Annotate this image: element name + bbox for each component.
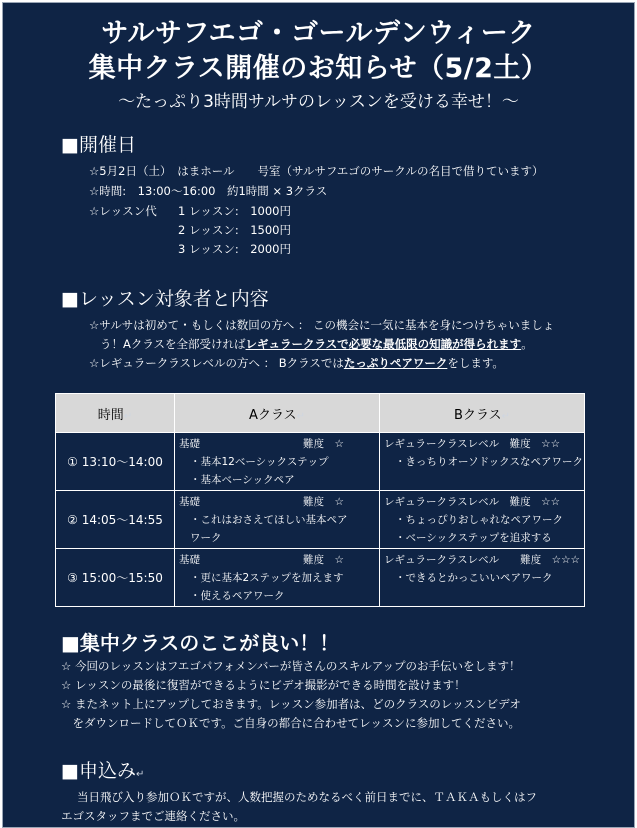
apply-heading: ■申込み↵ (61, 760, 145, 782)
subtitle: ～たっぷり3時間サルサのレッスンを受ける幸せ！～ (118, 92, 519, 112)
schedule-date-line: ☆5月2日（土） はまホール 号室（サルサフエゴのサークルの名目で借りています） (89, 164, 544, 178)
apply-line: 当日飛び入り参加ＯＫですが、人数把握のためなるべく前日までに、ＴＡＫＡもしくはフ (77, 790, 537, 804)
schedule-table (55, 393, 585, 607)
fee-2: 2 レッスン: 1500円 (178, 223, 291, 237)
title-line-2: 集中クラス開催のお知らせ（5/2土） (88, 53, 549, 84)
time-cell: ③ 15:00～15:50 (56, 549, 175, 607)
class-b-label: レギュラークラスレベル 難度 ☆☆☆ (384, 554, 580, 566)
table-row (56, 549, 585, 607)
class-b-item: ・ベーシックステップを追求する (395, 532, 552, 544)
fee-label: ☆レッスン代 (89, 204, 157, 218)
class-a-item: ワーク (190, 532, 222, 544)
fee-3: 3 レッスン: 2000円 (178, 242, 291, 256)
target-para-2-emphasis: たっぷりペアワーク (343, 356, 448, 370)
good-point-line: ☆ 今回のレッスンはフエゴパフォメンバーが皆さんのスキルアップのお手伝いをします！ (61, 659, 521, 673)
class-a-item: ・使えるペアワーク (190, 590, 285, 602)
class-b-cell (380, 491, 585, 549)
class-a-label: 基礎 (179, 554, 200, 566)
target-para-2-end: をします。 (447, 356, 504, 370)
header-class-a: Aクラス↵ (175, 394, 380, 433)
table-row (56, 433, 585, 491)
class-a-level: 難度 ☆ (303, 496, 344, 508)
fee-1: 1 レッスン: 1000円 (178, 204, 291, 218)
apply-line: エゴスタッフまでご連絡ください。 (61, 809, 245, 823)
class-a-item: ・更に基本2ステップを加えます (190, 572, 344, 584)
table-header-row (56, 394, 585, 433)
class-a-item: ・これはおさえてほしい基本ペア (190, 514, 348, 526)
table-row (56, 491, 585, 549)
class-a-cell (175, 433, 380, 491)
class-b-item: ・できるとかっこいいペアワーク (395, 572, 553, 584)
schedule-time-line: ☆時間: 13:00～16:00 約1時間 × 3クラス (89, 184, 328, 198)
class-b-cell (380, 433, 585, 491)
flyer-page (2, 2, 635, 828)
class-b-label: レギュラークラスレベル 難度 ☆☆ (384, 438, 561, 450)
target-para-1-end: 。 (521, 337, 533, 351)
target-para-1-line-2 (100, 336, 533, 352)
class-a-item: ・基本ベーシックペア (190, 474, 295, 486)
class-a-cell (175, 549, 380, 607)
class-b-label: レギュラークラスレベル 難度 ☆☆ (384, 496, 561, 508)
target-heading: ■レッスン対象者と内容 (61, 288, 269, 310)
good-points-heading: ■集中クラスのここが良い！！ (61, 631, 340, 655)
class-b-item: ・きっちりオーソドックスなペアワーク (395, 456, 584, 468)
target-para-1-line-1: ☆サルサは初めて・もしくは数回の方へ ： この機会に一気に基本を身につけちゃいましょ (89, 318, 555, 332)
class-a-level: 難度 ☆ (303, 438, 344, 450)
class-a-label: 基礎 (179, 438, 200, 450)
target-para-1-text: う！Aクラスを全部受ければ (100, 337, 246, 351)
class-b-cell (380, 549, 585, 607)
time-cell: ① 13:10～14:00 (56, 433, 175, 491)
schedule-heading: ■開催日 (61, 134, 136, 156)
class-a-cell (175, 491, 380, 549)
good-point-line: ☆ またネット上にアップしておきます。レッスン参加者は、どのクラスのレッスンビデオ (61, 697, 521, 711)
good-point-line: をダウンロードしてＯＫです。ご自身の都合に合わせてレッスンに参加してください。 (61, 716, 520, 730)
target-para-2-text: ☆レギュラークラスレベルの方へ ： Bクラスでは (89, 356, 344, 370)
time-cell: ② 14:05～14:55 (56, 491, 175, 549)
target-para-2 (89, 355, 504, 371)
class-a-label: 基礎 (179, 496, 200, 508)
good-point-line: ☆ レッスンの最後に復習ができるようにビデオ撮影ができる時間を設けます！ (61, 678, 466, 692)
header-time: 時間↵ (56, 394, 175, 433)
title-line-1: サルサフエゴ・ゴールデンウィーク (101, 18, 536, 49)
target-para-1-emphasis: レギュラークラスで必要な最低限の知識が得られます (245, 337, 522, 351)
header-class-b: Bクラス↵ (380, 394, 585, 433)
class-a-level: 難度 ☆ (303, 554, 344, 566)
class-a-item: ・基本12ベーシックステップ (190, 456, 329, 468)
class-b-item: ・ちょっぴりおしゃれなペアワーク (395, 514, 563, 526)
